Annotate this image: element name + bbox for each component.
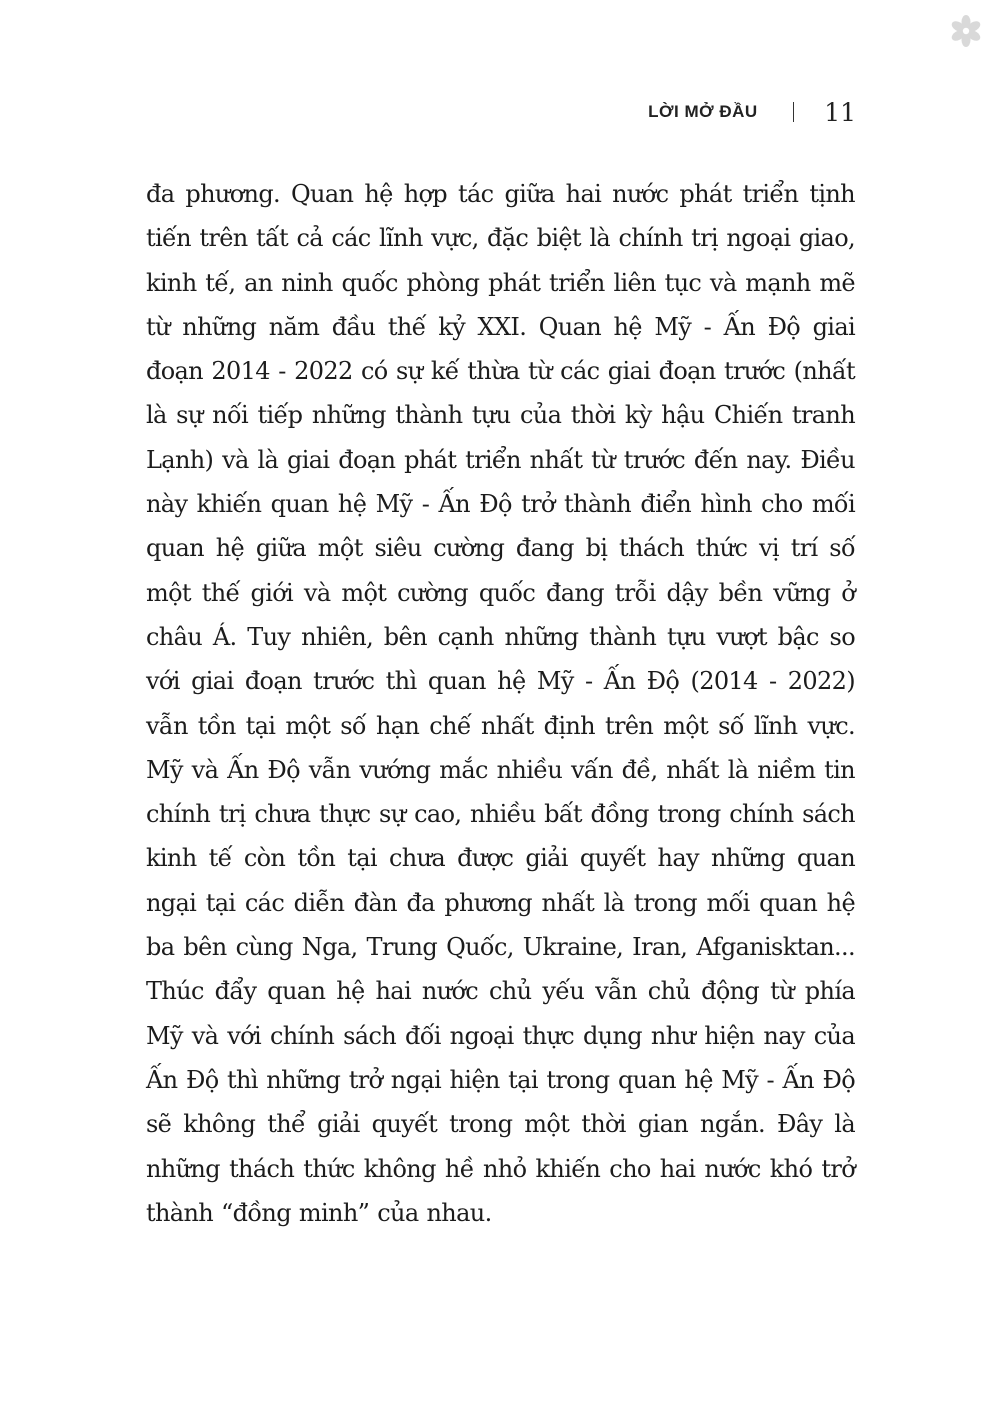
section-title: LỜI MỞ ĐẦU xyxy=(648,102,758,121)
header-divider xyxy=(793,102,795,122)
running-header xyxy=(600,92,856,132)
flower-ornament-icon xyxy=(949,14,983,48)
body-paragraph: đa phương. Quan hệ hợp tác giữa hai nước phát triển tịnh tiến trên tất cả các lĩnh vực, đặc biệt là chính trị ngoại giao, kinh tế, an ninh quốc phòng phát triển liên tục và mạnh mẽ từ những năm đầu thế kỷ XXI. Quan hệ Mỹ - Ấn Độ giai đoạn 2014 - 2022 có sự kế thừa từ các giai đoạn trước (nhất là sự nối tiếp những thành tựu của thời kỳ hậu Chiến tranh Lạnh) và là giai đoạn phát triển nhất từ trước đến nay. Điều này khiến quan hệ Mỹ - Ấn Độ trở thành điển hình cho mối quan hệ giữa một siêu cường đang bị thách thức vị trí số một thế giới và một cường quốc đang trỗi dậy bền vững ở châu Á. Tuy nhiên, bên cạnh những thành tựu vượt bậc so với giai đoạn trước thì quan hệ Mỹ - Ấn Độ (2014 - 2022) vẫn tồn tại một số hạn chế nhất định trên một số lĩnh vực. Mỹ và Ấn Độ vẫn vướng mắc nhiều vấn đề, nhất là niềm tin chính trị chưa thực sự cao, nhiều bất đồng trong chính sách kinh tế còn tồn tại chưa được giải quyết hay những quan ngại tại các diễn đàn đa phương nhất là trong mối quan hệ ba bên cùng Nga, Trung Quốc, Ukraine, Iran, Afganisktan... Thúc đẩy quan hệ hai nước chủ yếu vẫn chủ động từ phía Mỹ và với chính sách đối ngoại thực dụng như hiện nay của Ấn Độ thì những trở ngại hiện tại trong quan hệ Mỹ - Ấn Độ sẽ không thể giải quyết trong một thời gian ngắn. Đây là những thách thức không hề nhỏ khiến cho hai nước khó trở thành “đồng minh” của nhau. xyxy=(146,180,855,1227)
page-number: 11 xyxy=(824,97,856,127)
